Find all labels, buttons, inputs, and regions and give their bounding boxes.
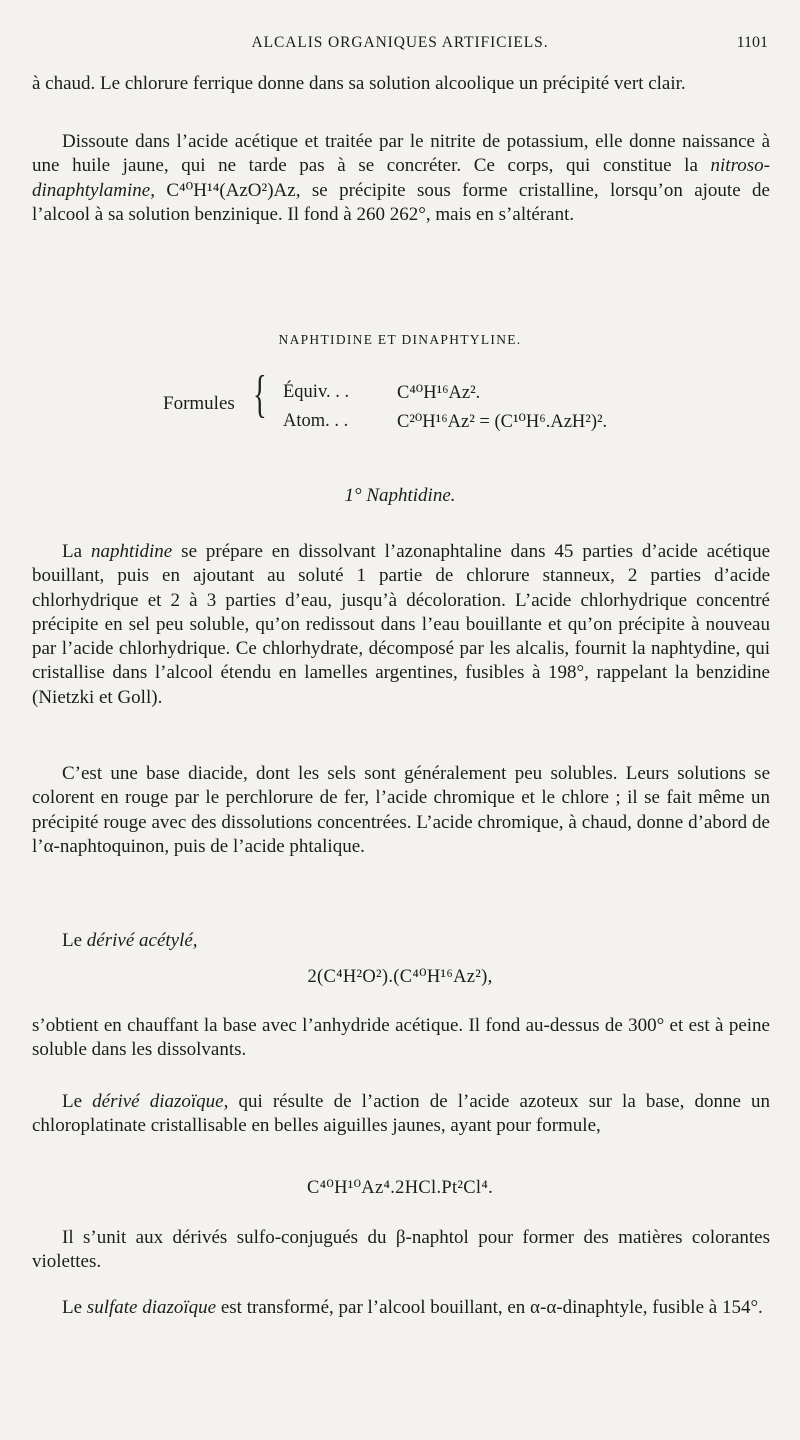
paragraph-text: C⁴⁰H¹⁴(AzO²)Az, se précipite sous forme cristalline, lorsqu’on ajoute de l’alcool à sa solution benzinique. Il fond à 260 262°, mais en s’altérant. <box>32 179 770 225</box>
paragraph-text: Dissoute dans l’acide acétique et traitée par le nitrite de potassium, elle donne naissance à une huile jaune, qui ne tarde pas à se concréter. Ce corps, qui constitue la <box>32 131 770 177</box>
paragraph-nitroso <box>32 130 770 227</box>
paragraph-text: Il s’unit aux dérivés sulfo-conjugués du β-naphtol pour former des matières colorantes violettes. <box>32 1227 770 1273</box>
atom-formula: C²⁰H¹⁶Az² = (C¹⁰H⁶.AzH²)². <box>397 412 608 432</box>
italic-term: sulfate diazoïque <box>86 1297 217 1318</box>
subsection-title <box>0 485 800 507</box>
acetyl-formula: 2(C⁴H²O²).(C⁴⁰H¹⁶Az²), <box>307 967 493 987</box>
paragraph-naphtol <box>32 1226 770 1275</box>
running-title: ALCALIS ORGANIQUES ARTIFICIELS. <box>251 34 549 51</box>
paragraph-base-diacide <box>32 762 770 859</box>
italic-term: dérivé acétylé, <box>86 930 198 951</box>
atom-label: Atom. . . <box>283 411 349 431</box>
paragraph-sulfate <box>32 1296 770 1320</box>
diazo-formula: C⁴⁰H¹⁰Az⁴.2HCl.Pt²Cl⁴. <box>306 1178 494 1198</box>
formulas-label: Formules <box>163 393 235 414</box>
brace-icon: { <box>253 366 267 423</box>
paragraph-text: Le <box>62 1297 87 1318</box>
paragraph-text: Le <box>62 930 87 951</box>
paragraph-acetyl-intro <box>32 929 770 953</box>
page-header <box>0 34 800 58</box>
paragraph-text: C’est une base diacide, dont les sels sont généralement peu solubles. Leurs solutions se colorent en rouge par le perchlorure de fer, l’acide chromique et le chlore ; il se fait même un précipité rouge avec des dissolutions concentrées. L’acide chromique, à chaud, donne d’abord de l’α-naphtoquinon, puis de l’acide phtalique. <box>32 763 770 857</box>
equiv-formula: C⁴⁰H¹⁶Az². <box>397 383 481 403</box>
paragraph-text: qui résulte de l’action de l’acide azoteux sur la base, donne un chloroplatinate cristallisable en belles aiguilles jaunes, ayant pour formule, <box>32 1091 770 1137</box>
italic-term: nitroso-dinaphtylamine, <box>32 155 770 201</box>
page-number: 1101 <box>736 34 768 51</box>
paragraph-text: à chaud. Le chlorure ferrique donne dans sa solution alcoolique un précipité vert clair. <box>32 73 686 94</box>
italic-term: dérivé diazoïque, <box>92 1091 229 1112</box>
paragraph-acetyl <box>32 1014 770 1063</box>
paragraph-ferric-chloride <box>32 72 770 96</box>
section-title: NAPHTIDINE ET DINAPHTYLINE. <box>278 332 522 347</box>
italic-term: naphtidine <box>90 541 173 562</box>
subsection-title-text: 1° Naphtidine. <box>344 485 456 506</box>
paragraph-text: s’obtient en chauffant la base avec l’anhydride acétique. Il fond au-dessus de 300° et est à peine soluble dans les dissolvants. <box>32 1015 770 1061</box>
paragraph-diazo <box>32 1090 770 1139</box>
equiv-label: Équiv. . . <box>283 382 350 402</box>
paragraph-naphtidine-prep <box>32 540 770 710</box>
paragraph-text: La <box>62 541 91 562</box>
paragraph-text: est transformé, par l’alcool bouillant, en α-α-dinaphtyle, fusible à 154°. <box>216 1297 763 1318</box>
paragraph-text: se prépare en dissolvant l’azonaphtaline dans 45 parties d’acide acétique bouillant, puis en ajoutant au soluté 1 partie de chlorure stanneux, 2 parties d’acide chlorhydrique et 2 à 3 parties d’eau, jusqu’à décoloration. L’acide chlorhydrique concentré précipite en sel peu soluble, qu’on redissout dans l’eau bouillante et qu’on précipite à nouveau par l’acide chlorhydrique. Ce chlorhydrate, décomposé par les alcalis, fournit la naphtydine, qui cristallise dans l’alcool étendu en lamelles argentines, fusibles à 198°, rappelant la benzidine (Nietzki et Goll). <box>32 541 771 708</box>
paragraph-text: Le <box>62 1091 93 1112</box>
